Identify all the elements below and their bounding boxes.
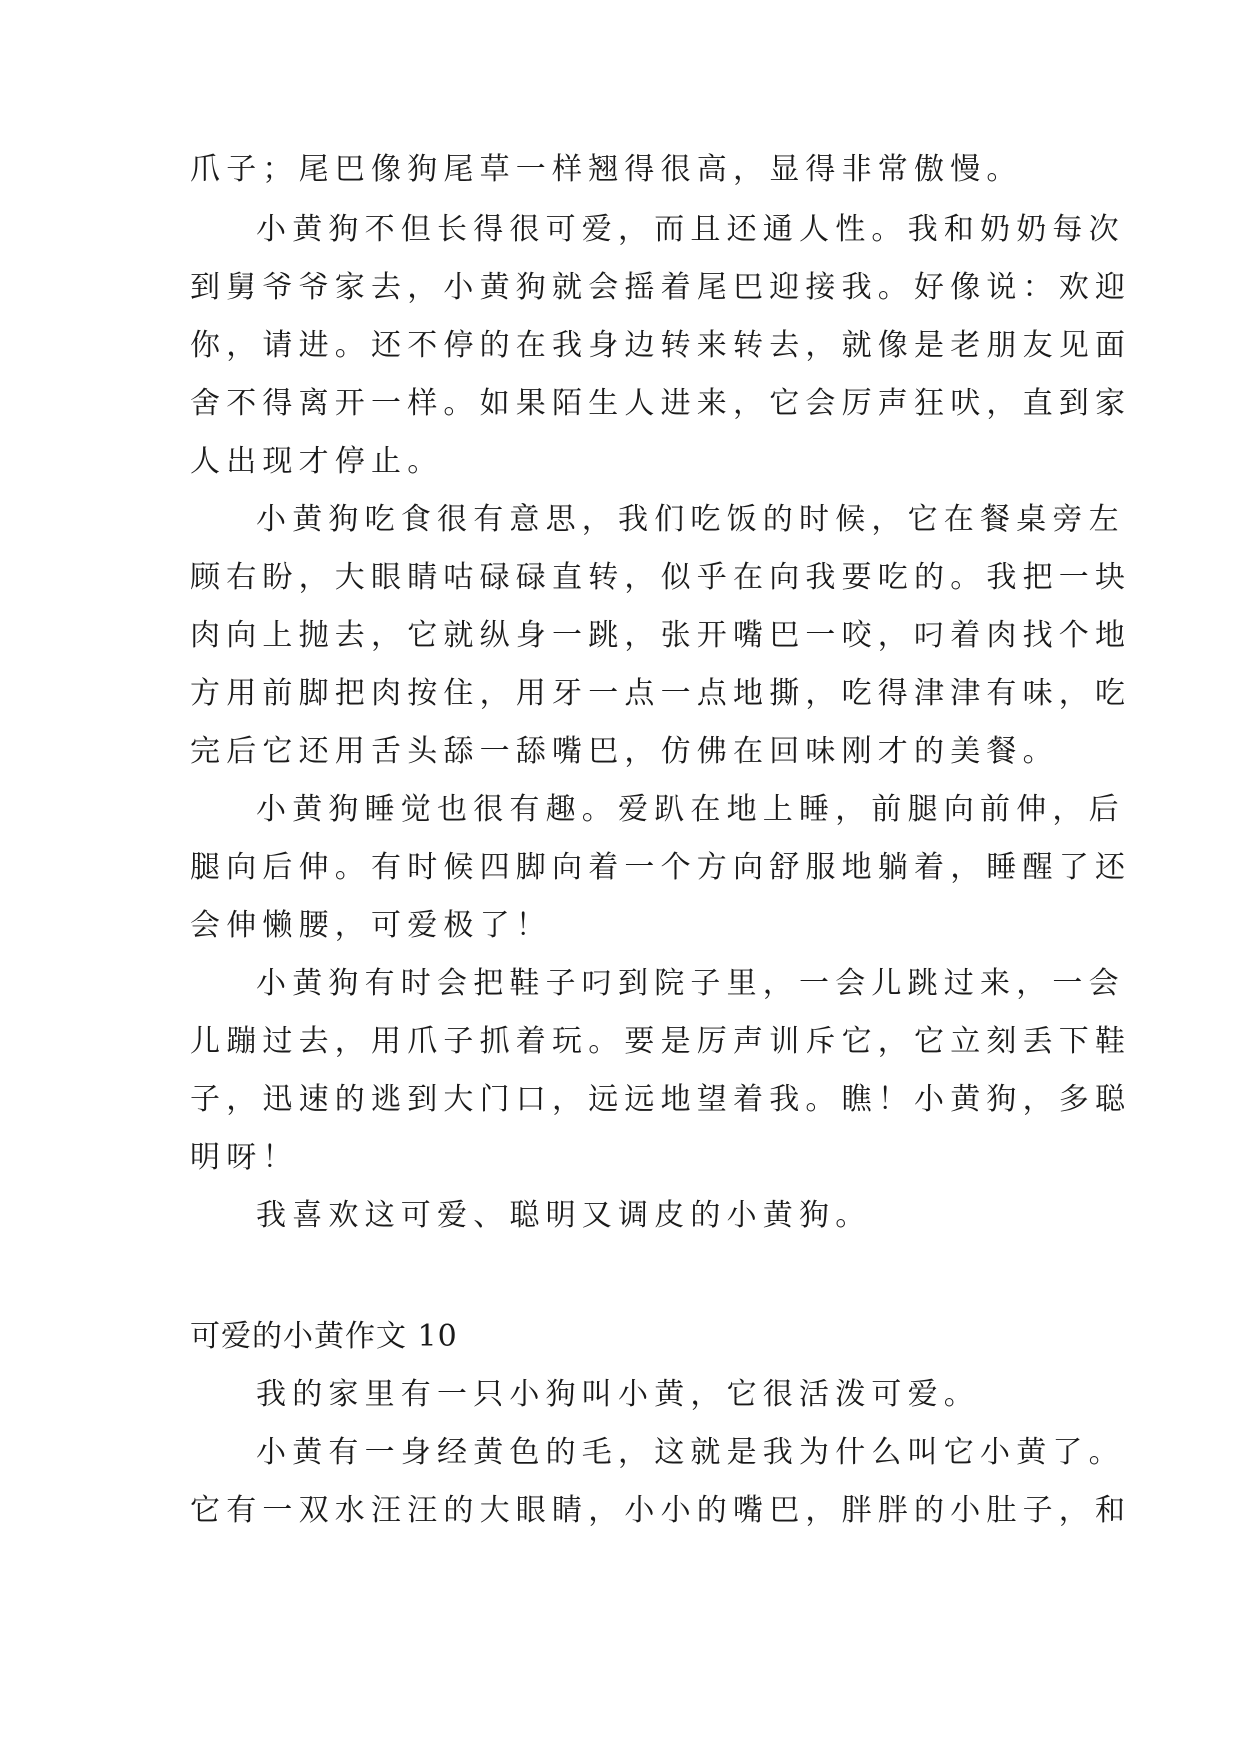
text-line: 它有一双水汪汪的大眼睛，小小的嘴巴，胖胖的小肚子，和 [190,1493,1132,1528]
text-line: 明呀！ [190,1140,299,1175]
text-line: 儿蹦过去，用爪子抓着玩。要是厉声训斥它，它立刻丢下鞋 [190,1024,1132,1059]
text-line: 肉向上抛去，它就纵身一跳，张开嘴巴一咬，叼着肉找个地 [190,618,1132,653]
text-line: 人出现才停止。 [190,444,444,479]
text-line: 我的家里有一只小狗叫小黄，它很活泼可爱。 [256,1377,980,1412]
text-line: 舍不得离开一样。如果陌生人进来，它会厉声狂吠，直到家 [190,386,1132,421]
text-line: 子，迅速的逃到大门口，远远地望着我。瞧！小黄狗，多聪 [190,1082,1132,1117]
text-line: 方用前脚把肉按住，用牙一点一点地撕，吃得津津有味，吃 [190,676,1132,711]
text-line: 小黄狗不但长得很可爱，而且还通人性。我和奶奶每次 [256,212,1125,247]
text-line: 腿向后伸。有时候四脚向着一个方向舒服地躺着，睡醒了还 [190,850,1132,885]
text-line: 小黄有一身经黄色的毛，这就是我为什么叫它小黄了。 [256,1435,1125,1470]
text-line: 小黄狗睡觉也很有趣。爱趴在地上睡，前腿向前伸，后 [256,792,1125,827]
text-line: 完后它还用舌头舔一舔嘴巴，仿佛在回味刚才的美餐。 [190,734,1059,769]
text-line: 小黄狗有时会把鞋子叼到院子里，一会儿跳过来，一会 [256,966,1125,1001]
text-line: 爪子；尾巴像狗尾草一样翘得很高，显得非常傲慢。 [190,152,1023,187]
text-line: 到舅爷爷家去，小黄狗就会摇着尾巴迎接我。好像说：欢迎 [190,270,1132,305]
text-line: 顾右盼，大眼睛咕碌碌直转，似乎在向我要吃的。我把一块 [190,560,1132,595]
text-line: 小黄狗吃食很有意思，我们吃饭的时候，它在餐桌旁左 [256,502,1125,537]
text-line: 会伸懒腰，可爱极了！ [190,908,552,943]
text-line: 我喜欢这可爱、聪明又调皮的小黄狗。 [256,1198,872,1233]
section-heading: 可爱的小黄作文 10 [190,1319,458,1354]
text-line: 你，请进。还不停的在我身边转来转去，就像是老朋友见面 [190,328,1132,363]
